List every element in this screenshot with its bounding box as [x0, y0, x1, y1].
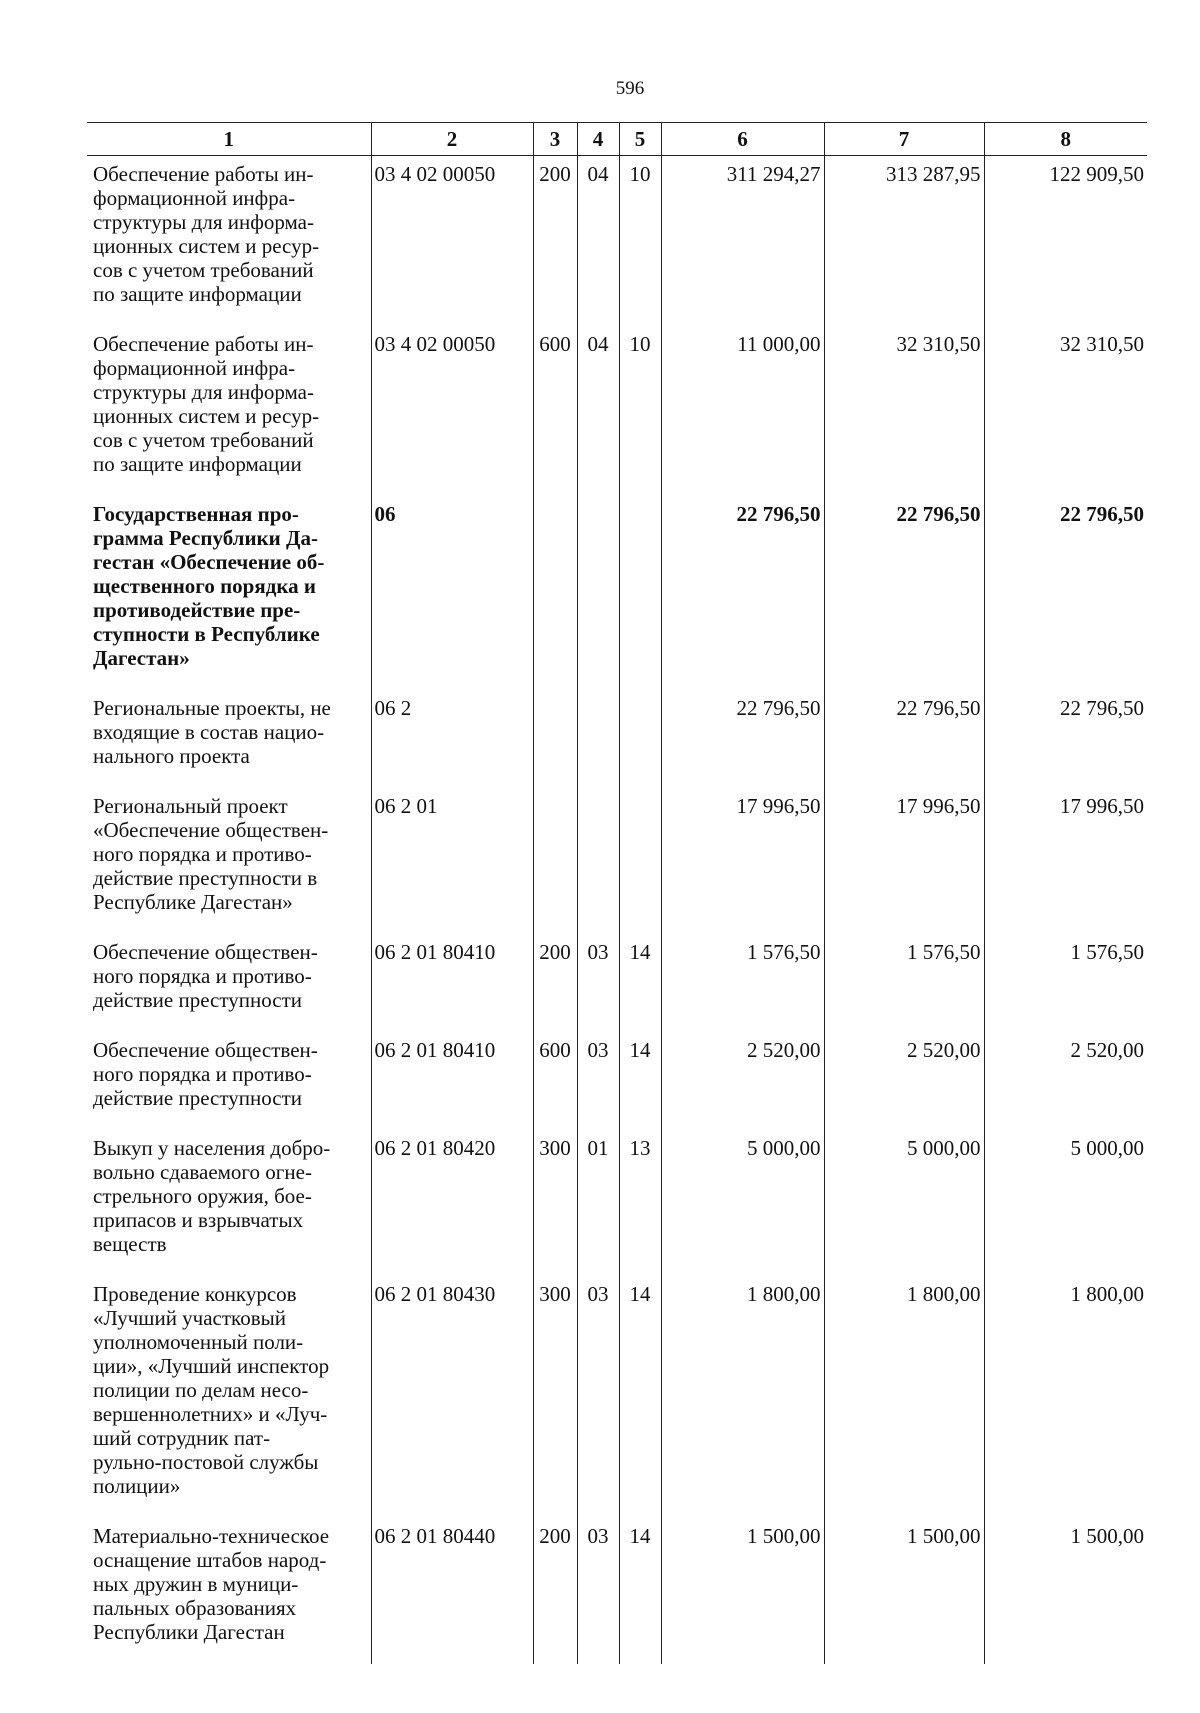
row-amount-col6: 22 796,50: [661, 690, 824, 788]
row-name-text: Обеспечение обществен- ного порядка и противо- действие преступности: [93, 1038, 318, 1110]
row-subsection: [619, 690, 661, 788]
row-code: 06 2: [371, 690, 533, 788]
row-subsection: 14: [619, 1276, 661, 1518]
table-body: [87, 156, 1147, 1665]
row-amount-col7: 2 520,00: [824, 1032, 984, 1130]
row-amount-col8: 1 800,00: [984, 1276, 1147, 1518]
table-row: [87, 496, 1147, 690]
row-section: 03: [577, 1032, 619, 1130]
row-subsection: 10: [619, 326, 661, 496]
row-amount-col8: 22 796,50: [984, 496, 1147, 690]
row-amount-col7: 22 796,50: [824, 496, 984, 690]
row-amount-col8: 22 796,50: [984, 690, 1147, 788]
row-expense-type: [533, 788, 577, 934]
row-expense-type: [533, 690, 577, 788]
row-amount-col8: 32 310,50: [984, 326, 1147, 496]
row-name-text: Обеспечение обществен- ного порядка и противо- действие преступности: [93, 940, 318, 1012]
row-subsection: 14: [619, 1518, 661, 1664]
budget-table-container: [87, 122, 1147, 1664]
row-name-text: Проведение конкурсов «Лучший участковый уполномоченный поли- ции», «Лучший инспектор полиции по делам несо- вершеннолетних» и «Луч- ший сотрудник пат- рульно-постовой службы полиции»: [93, 1282, 330, 1498]
row-name: [87, 1032, 371, 1130]
row-code: 06 2 01: [371, 788, 533, 934]
row-amount-col7: 1 500,00: [824, 1518, 984, 1664]
row-name: [87, 1130, 371, 1276]
row-expense-type: 200: [533, 156, 577, 327]
row-amount-col8: 122 909,50: [984, 156, 1147, 327]
row-name-text: Региональные проекты, не входящие в состав нацио- нального проекта: [93, 696, 331, 768]
row-subsection: [619, 788, 661, 934]
row-name-text: Обеспечение работы ин- формационной инфра- структуры для информа- ционных систем и ресур- сов с учетом требований по защите информации: [93, 162, 320, 306]
row-name: [87, 1518, 371, 1664]
row-amount-col6: 17 996,50: [661, 788, 824, 934]
table-row: [87, 1276, 1147, 1518]
table-row: [87, 156, 1147, 327]
row-amount-col8: 2 520,00: [984, 1032, 1147, 1130]
row-name-text: Государственная про- грамма Республики Да- гестан «Обеспечение об- щественного порядка и противодействие пре- ступности в Республике Дагестан»: [93, 502, 325, 670]
row-expense-type: 300: [533, 1130, 577, 1276]
row-expense-type: 200: [533, 934, 577, 1032]
budget-table: [87, 122, 1147, 1664]
row-amount-col6: 311 294,27: [661, 156, 824, 327]
row-name: [87, 326, 371, 496]
table-row: [87, 1518, 1147, 1664]
table-row: [87, 1130, 1147, 1276]
header-col-3: 3: [533, 123, 577, 156]
header-col-7: 7: [824, 123, 984, 156]
row-amount-col6: 2 520,00: [661, 1032, 824, 1130]
page-number: 596: [615, 78, 645, 99]
row-amount-col8: 1 576,50: [984, 934, 1147, 1032]
row-code: 06: [371, 496, 533, 690]
row-amount-col7: 22 796,50: [824, 690, 984, 788]
row-name: [87, 1276, 371, 1518]
row-section: [577, 690, 619, 788]
row-code: 06 2 01 80410: [371, 1032, 533, 1130]
row-amount-col7: 5 000,00: [824, 1130, 984, 1276]
row-section: 04: [577, 326, 619, 496]
row-amount-col7: 17 996,50: [824, 788, 984, 934]
row-amount-col7: 1 576,50: [824, 934, 984, 1032]
row-section: 03: [577, 1518, 619, 1664]
row-amount-col6: 5 000,00: [661, 1130, 824, 1276]
row-section: [577, 496, 619, 690]
header-col-5: 5: [619, 123, 661, 156]
header-col-8: 8: [984, 123, 1147, 156]
row-name: [87, 156, 371, 327]
header-col-2: 2: [371, 123, 533, 156]
row-section: [577, 788, 619, 934]
row-subsection: 10: [619, 156, 661, 327]
row-amount-col8: 5 000,00: [984, 1130, 1147, 1276]
header-col-1: 1: [87, 123, 371, 156]
row-amount-col6: 1 500,00: [661, 1518, 824, 1664]
row-expense-type: 300: [533, 1276, 577, 1518]
row-subsection: [619, 496, 661, 690]
row-name: [87, 496, 371, 690]
row-code: 06 2 01 80420: [371, 1130, 533, 1276]
row-expense-type: 200: [533, 1518, 577, 1664]
table-row: [87, 690, 1147, 788]
row-name-text: Обеспечение работы ин- формационной инфра- структуры для информа- ционных систем и ресур- сов с учетом требований по защите информации: [93, 332, 320, 476]
row-name-text: Региональный проект «Обеспечение обществен- ного порядка и противо- действие преступности в Республике Дагестан»: [93, 794, 329, 914]
row-subsection: 14: [619, 1032, 661, 1130]
header-row: [87, 123, 1147, 156]
row-amount-col7: 1 800,00: [824, 1276, 984, 1518]
row-name-text: Материально-техническое оснащение штабов народ- ных дружин в муници- пальных образованиях Республики Дагестан: [93, 1524, 330, 1644]
row-name-text: Выкуп у населения добро- вольно сдаваемого огне- стрельного оружия, бое- припасов и взрывчатых веществ: [93, 1136, 331, 1256]
row-expense-type: [533, 496, 577, 690]
row-section: 01: [577, 1130, 619, 1276]
table-row: [87, 934, 1147, 1032]
table-row: [87, 1032, 1147, 1130]
row-expense-type: 600: [533, 1032, 577, 1130]
header-col-4: 4: [577, 123, 619, 156]
row-expense-type: 600: [533, 326, 577, 496]
table-row: [87, 326, 1147, 496]
row-amount-col7: 313 287,95: [824, 156, 984, 327]
table-row: [87, 788, 1147, 934]
row-section: 03: [577, 1276, 619, 1518]
row-amount-col6: 22 796,50: [661, 496, 824, 690]
row-section: 03: [577, 934, 619, 1032]
row-code: 03 4 02 00050: [371, 326, 533, 496]
row-amount-col7: 32 310,50: [824, 326, 984, 496]
row-code: 03 4 02 00050: [371, 156, 533, 327]
row-section: 04: [577, 156, 619, 327]
row-subsection: 14: [619, 934, 661, 1032]
row-subsection: 13: [619, 1130, 661, 1276]
row-name: [87, 690, 371, 788]
row-amount-col6: 1 576,50: [661, 934, 824, 1032]
row-code: 06 2 01 80410: [371, 934, 533, 1032]
row-name: [87, 788, 371, 934]
row-code: 06 2 01 80430: [371, 1276, 533, 1518]
row-amount-col8: 1 500,00: [984, 1518, 1147, 1664]
row-code: 06 2 01 80440: [371, 1518, 533, 1664]
row-amount-col6: 1 800,00: [661, 1276, 824, 1518]
row-name: [87, 934, 371, 1032]
row-amount-col8: 17 996,50: [984, 788, 1147, 934]
row-amount-col6: 11 000,00: [661, 326, 824, 496]
header-col-6: 6: [661, 123, 824, 156]
